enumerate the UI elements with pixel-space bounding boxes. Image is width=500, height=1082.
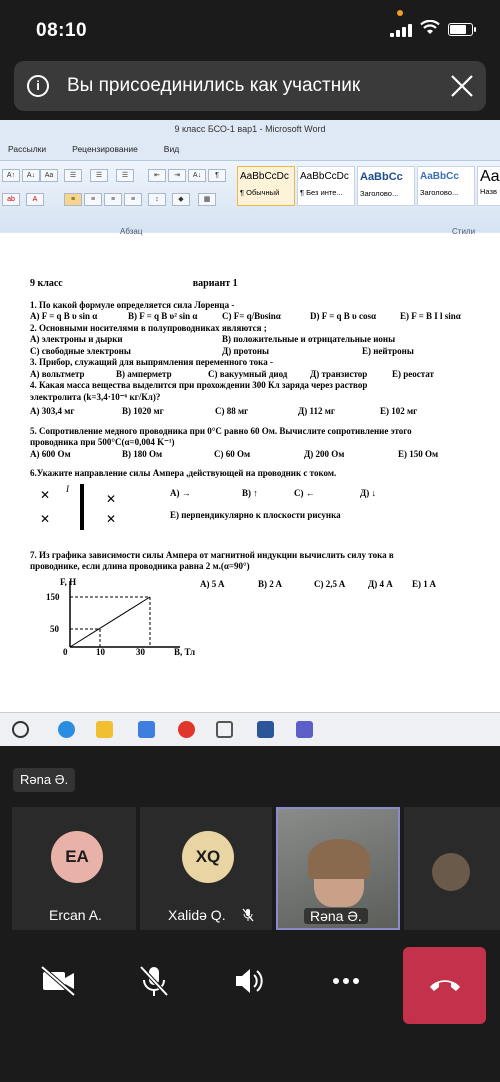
shading-icon[interactable]: ◆ bbox=[172, 193, 190, 206]
justify-icon[interactable]: ≡ bbox=[124, 193, 142, 206]
participant-name: Ercan A. bbox=[49, 907, 102, 923]
answers-7: A) 5 A B) 2 A C) 2,5 A Д) 4 A E) 1 A bbox=[200, 578, 437, 589]
window-title: 9 класс БСО-1 вар1 - Microsoft Word bbox=[174, 124, 326, 134]
meeting-gallery bbox=[0, 755, 500, 1082]
active-speaker-label: Rəna Ə. bbox=[13, 768, 75, 792]
answers-3: A) вольтметр B) амперметр C) вакуумный диод Д) транзистор E) реостат bbox=[30, 368, 434, 379]
word-app-icon bbox=[257, 721, 274, 738]
clock: 08:10 bbox=[36, 20, 88, 41]
question-1: 1. По какой формуле определяется сила Лоренца - bbox=[30, 299, 235, 310]
align-center-icon[interactable]: ≡ bbox=[84, 193, 102, 206]
svg-text:B, Тл: B, Тл bbox=[174, 646, 196, 657]
hang-up-button[interactable] bbox=[403, 947, 486, 1024]
edge-icon bbox=[58, 721, 75, 738]
line-spacing-icon[interactable]: ↕ bbox=[148, 193, 166, 206]
question-4-cont: электролита (k=3,4·10⁻⁶ кг/Кл)? bbox=[30, 391, 161, 402]
indent-icon[interactable]: ⇤ bbox=[148, 169, 166, 182]
group-styles: Стили bbox=[452, 227, 476, 236]
answers-5: A) 600 Ом B) 180 Ом C) 60 Ом Д) 200 Ом E) 150 Ом bbox=[30, 448, 439, 459]
conductor-bar bbox=[80, 484, 84, 530]
tab-view[interactable]: Вид bbox=[163, 144, 180, 154]
tab-mailings[interactable]: Рассылки bbox=[8, 144, 47, 154]
participant-tile[interactable] bbox=[12, 807, 136, 930]
variant-label: вариант 1 bbox=[192, 278, 238, 289]
question-5: 5. Сопротивление медного проводника при 0°C равно 60 Ом. Вычислите сопротивление этого bbox=[30, 425, 412, 436]
wifi-icon bbox=[420, 20, 440, 36]
battery-icon bbox=[448, 23, 473, 36]
mute-button[interactable] bbox=[126, 953, 182, 1009]
ribbon-tabs bbox=[8, 144, 179, 154]
sort-icon[interactable]: A↓ bbox=[188, 169, 206, 182]
field-cross-icon: ✕ bbox=[106, 491, 117, 506]
question-7: 7. Из графика зависимости силы Ампера от магнитной индукции вычислить силу тока в bbox=[30, 549, 394, 560]
answers-4: A) 303,4 мг B) 1020 мг C) 88 мг Д) 112 мг E) 102 мг bbox=[30, 406, 418, 416]
join-notification bbox=[14, 61, 486, 111]
participant-tile[interactable] bbox=[140, 807, 272, 930]
participant-name: Rəna Ə. bbox=[304, 908, 368, 924]
snip-icon bbox=[216, 721, 233, 738]
question-2: 2. Основными носителями в полупроводниках являются ; bbox=[30, 322, 267, 333]
opera-icon bbox=[178, 721, 195, 738]
phone-end-icon bbox=[427, 973, 463, 997]
style-title[interactable]: Aa Назв bbox=[477, 166, 500, 206]
numbering-icon[interactable]: ☰ bbox=[90, 169, 108, 182]
grade-label: 9 класс bbox=[30, 278, 63, 289]
force-graph bbox=[30, 577, 200, 657]
svg-text:10: 10 bbox=[96, 646, 105, 657]
question-3: 3. Прибор, служащий для выпрямления переменного тока - bbox=[30, 357, 273, 367]
pilcrow-icon[interactable]: ¶ bbox=[208, 169, 226, 182]
question-6-figure: ✕ ✕ ✕ ✕ I A) → B) ↑ C) ← Д) ↓ E) перпендикулярно к плоскости рисунка bbox=[30, 484, 490, 534]
more-options-button[interactable] bbox=[318, 953, 374, 1009]
answers-1: A) F = q B υ sin α B) F = q B υ² sin α C) F= q/Bυsinα D) F = q B υ cosα E) F = B I l sinα bbox=[30, 311, 461, 321]
svg-text:30: 30 bbox=[136, 646, 145, 657]
question-5-cont: проводника при 500°C(α=0,004 K⁻¹) bbox=[30, 437, 175, 447]
answers-2a: A) электроны и дырки B) положительные и отрицательные ионы bbox=[30, 334, 396, 344]
bullets-icon[interactable]: ☰ bbox=[64, 169, 82, 182]
question-6: 6.Укажите направление силы Ампера ,действующей на проводник с током. bbox=[30, 468, 337, 478]
close-icon[interactable] bbox=[448, 72, 476, 100]
field-cross-icon: ✕ bbox=[106, 511, 117, 526]
outdent-icon[interactable]: ⇥ bbox=[168, 169, 186, 182]
camera-off-button[interactable] bbox=[30, 953, 86, 1009]
answers-2b: C) свободные электроны Д) протоны E) нейтроны bbox=[30, 345, 414, 356]
font-color-icon[interactable]: A bbox=[26, 193, 44, 206]
info-icon: i bbox=[27, 75, 49, 97]
video-feed-hair bbox=[308, 839, 370, 879]
notification-text: Вы присоединились как участник bbox=[67, 75, 361, 96]
tab-review[interactable]: Рецензирование bbox=[72, 144, 138, 154]
align-right-icon[interactable]: ≡ bbox=[104, 193, 122, 206]
status-bar bbox=[0, 0, 500, 60]
question-4: 4. Какая масса вещества выделится при прохождении 300 Кл заряда через раствор bbox=[30, 380, 368, 390]
align-left-icon[interactable]: ≡ bbox=[64, 193, 82, 206]
borders-icon[interactable]: ▦ bbox=[198, 193, 216, 206]
multilevel-icon[interactable]: ☰ bbox=[116, 169, 134, 182]
field-cross-icon: ✕ bbox=[40, 487, 51, 502]
search-icon bbox=[12, 721, 29, 738]
svg-text:150: 150 bbox=[46, 591, 60, 602]
question-7-cont: проводнике, если длина проводника равна 2 м.(α=90°) bbox=[30, 561, 250, 571]
store-icon bbox=[138, 721, 155, 738]
word-ribbon bbox=[0, 120, 500, 236]
participant-tile[interactable] bbox=[404, 807, 500, 930]
group-paragraph: Абзац bbox=[120, 227, 143, 236]
mic-indicator-icon bbox=[397, 10, 403, 16]
signal-icon bbox=[390, 24, 412, 37]
participant-video-tile[interactable] bbox=[276, 807, 400, 930]
avatar: XQ bbox=[182, 831, 234, 883]
svg-text:50: 50 bbox=[50, 623, 59, 634]
highlight-icon[interactable]: ab bbox=[2, 193, 20, 206]
folder-icon bbox=[96, 721, 113, 738]
shared-screen bbox=[0, 120, 500, 720]
svg-text:F, H: F, H bbox=[60, 576, 77, 587]
font-size-down-icon[interactable]: A↓ bbox=[22, 169, 40, 182]
field-cross-icon: ✕ bbox=[40, 511, 51, 526]
muted-mic-icon bbox=[242, 908, 254, 922]
teams-app-icon bbox=[296, 721, 313, 738]
svg-text:0: 0 bbox=[63, 646, 68, 657]
shared-taskbar bbox=[0, 712, 500, 746]
question-7-figure bbox=[30, 577, 490, 657]
style-heading1[interactable]: AaBbCс Заголово... bbox=[357, 166, 415, 206]
avatar bbox=[432, 853, 470, 891]
current-label: I bbox=[66, 483, 69, 494]
clear-format-icon[interactable]: Aa bbox=[40, 169, 58, 182]
document-page bbox=[30, 278, 490, 657]
avatar: EA bbox=[51, 831, 103, 883]
style-heading2[interactable]: AaBbCc Заголово... bbox=[417, 166, 475, 206]
style-no-spacing[interactable]: AaBbCcDc ¶ Без инте... bbox=[297, 166, 355, 206]
font-size-up-icon[interactable]: A↑ bbox=[2, 169, 20, 182]
participant-name: Xalidə Q. bbox=[168, 907, 226, 923]
speaker-button[interactable] bbox=[222, 953, 278, 1009]
ribbon-body bbox=[0, 160, 500, 236]
style-normal[interactable]: AaBbCcDc ¶ Обычный bbox=[237, 166, 295, 206]
